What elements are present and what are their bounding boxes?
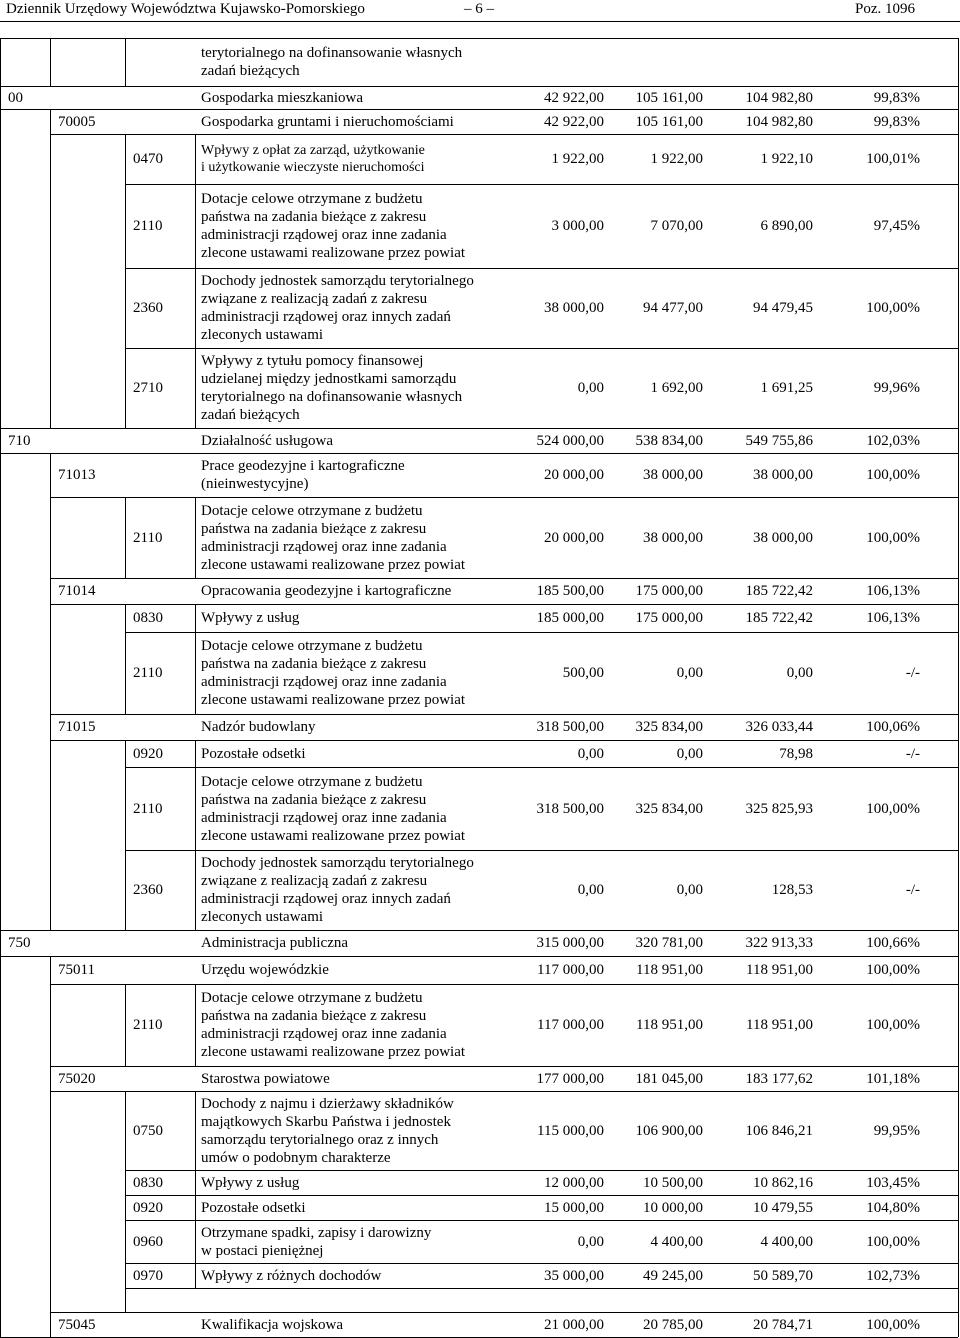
row-description: zlecone ustawami realizowane przez powiat bbox=[201, 692, 466, 708]
col-divider-a bbox=[50, 578, 51, 604]
row-description: administracji rządowej oraz innych zadań bbox=[201, 891, 451, 907]
amended-amount: 0,00 bbox=[676, 882, 703, 898]
executed-amount: 1 691,25 bbox=[760, 380, 813, 396]
row-description: administracji rządowej oraz inne zadania bbox=[201, 227, 447, 243]
row-description: Dotacje celowe otrzymane z budżetu bbox=[201, 191, 423, 207]
row-code: 70005 bbox=[58, 113, 96, 130]
plan-amount: 3 000,00 bbox=[551, 218, 604, 234]
col-divider-c bbox=[195, 984, 196, 1066]
col-divider-c bbox=[195, 1263, 196, 1288]
row-separator bbox=[0, 86, 958, 87]
row-separator bbox=[50, 578, 958, 579]
amended-amount: 538 834,00 bbox=[635, 432, 703, 449]
row-separator bbox=[50, 604, 958, 605]
plan-amount: 117 000,00 bbox=[537, 1017, 604, 1033]
page-number: – 6 – bbox=[464, 1, 494, 17]
col-divider-b bbox=[125, 984, 126, 1066]
plan-amount: 185 500,00 bbox=[536, 583, 604, 599]
table-left-border bbox=[0, 38, 1, 1337]
row-description: państwa na zadania bieżące z zakresu bbox=[201, 791, 427, 808]
plan-amount: 185 000,00 bbox=[536, 610, 604, 626]
row-separator bbox=[125, 1195, 958, 1196]
executed-amount: 322 913,33 bbox=[745, 935, 813, 951]
executed-amount: 183 177,62 bbox=[745, 1070, 813, 1087]
execution-percent: 104,80% bbox=[866, 1199, 920, 1216]
row-description: Wpływy z różnych dochodów bbox=[201, 1267, 382, 1284]
col-divider-c bbox=[195, 184, 196, 268]
row-code: 2110 bbox=[133, 800, 163, 817]
col-divider-a bbox=[50, 767, 51, 850]
row-separator bbox=[50, 134, 958, 135]
plan-amount: 500,00 bbox=[562, 665, 604, 681]
row-separator bbox=[50, 1066, 958, 1067]
col-divider-a bbox=[50, 1170, 51, 1195]
row-description: Dotacje celowe otrzymane z budżetu bbox=[201, 638, 423, 654]
row-description: majątkowych Skarbu Państwa i jednostek bbox=[201, 1113, 451, 1130]
plan-amount: 117 000,00 bbox=[537, 962, 604, 978]
col-divider-b bbox=[125, 348, 126, 428]
col-divider-a bbox=[50, 984, 51, 1066]
row-description: Otrzymane spadki, zapisy i darowizny bbox=[201, 1224, 432, 1241]
row-description: zleconych ustawami bbox=[201, 327, 324, 343]
row-description: zlecone ustawami realizowane przez powiat bbox=[201, 1044, 466, 1060]
execution-percent: 100,66% bbox=[866, 935, 920, 951]
col-divider-b bbox=[125, 604, 126, 632]
amended-amount: 10 000,00 bbox=[643, 1199, 703, 1216]
col-divider-b bbox=[125, 740, 126, 767]
executed-amount: 185 722,42 bbox=[745, 610, 813, 626]
executed-amount: 104 982,80 bbox=[745, 113, 813, 130]
row-description: Dotacje celowe otrzymane z budżetu bbox=[201, 990, 423, 1006]
col-divider-a bbox=[50, 632, 51, 714]
row-code: 75045 bbox=[58, 1316, 96, 1333]
col-divider-c bbox=[195, 767, 196, 850]
col-divider-c bbox=[195, 850, 196, 930]
row-code: 2710 bbox=[133, 380, 163, 396]
row-description: państwa na zadania bieżące z zakresu bbox=[201, 1008, 427, 1024]
col-divider-c bbox=[195, 740, 196, 767]
execution-percent: -/- bbox=[905, 745, 920, 762]
col-divider-b bbox=[125, 38, 126, 86]
col-divider-a bbox=[50, 850, 51, 930]
row-description: Wpływy z opłat za zarząd, użytkowanie bbox=[201, 143, 425, 158]
executed-amount: 326 033,44 bbox=[745, 719, 813, 735]
execution-percent: 100,00% bbox=[866, 1233, 920, 1250]
execution-percent: 100,01% bbox=[866, 151, 920, 167]
plan-amount: 15 000,00 bbox=[544, 1199, 604, 1216]
execution-percent: 99,83% bbox=[873, 89, 920, 106]
row-description: terytorialnego na dofinansowanie własnych bbox=[201, 45, 463, 61]
row-description: państwa na zadania bieżące z zakresu bbox=[201, 656, 427, 672]
row-description: Wpływy z usług bbox=[201, 1174, 300, 1191]
execution-percent: 99,96% bbox=[873, 380, 920, 396]
execution-percent: 106,13% bbox=[866, 610, 920, 626]
plan-amount: 20 000,00 bbox=[544, 467, 604, 483]
col-divider-b bbox=[125, 1220, 126, 1263]
row-description: udzielanej między jednostkami samorządu bbox=[201, 371, 457, 387]
plan-amount: 115 000,00 bbox=[537, 1122, 604, 1139]
execution-percent: 106,13% bbox=[866, 583, 920, 599]
row-code: 0750 bbox=[133, 1122, 163, 1139]
amended-amount: 181 045,00 bbox=[635, 1070, 703, 1087]
col-divider-b bbox=[125, 632, 126, 714]
plan-amount: 315 000,00 bbox=[536, 935, 604, 951]
amended-amount: 106 900,00 bbox=[635, 1122, 703, 1139]
plan-amount: 12 000,00 bbox=[544, 1174, 604, 1191]
col-divider-a bbox=[50, 134, 51, 184]
amended-amount: 20 785,00 bbox=[643, 1316, 703, 1333]
row-separator bbox=[50, 1312, 958, 1313]
executed-amount: 20 784,71 bbox=[753, 1316, 813, 1333]
row-description: zleconych ustawami bbox=[201, 909, 324, 925]
row-description: państwa na zadania bieżące z zakresu bbox=[201, 520, 427, 537]
row-description: Działalność usługowa bbox=[201, 432, 334, 449]
executed-amount: 6 890,00 bbox=[760, 218, 813, 234]
execution-percent: 99,83% bbox=[873, 113, 920, 130]
amended-amount: 1 922,00 bbox=[650, 151, 703, 167]
row-separator bbox=[0, 428, 958, 429]
col-divider-b bbox=[125, 767, 126, 850]
plan-amount: 1 922,00 bbox=[551, 151, 604, 167]
row-description: Wpływy z usług bbox=[201, 610, 300, 626]
row-separator bbox=[125, 632, 958, 633]
amended-amount: 7 070,00 bbox=[650, 218, 703, 234]
row-separator bbox=[0, 453, 958, 454]
row-description: (nieinwestycyjne) bbox=[201, 476, 309, 492]
row-description: Opracowania geodezyjne i kartograficzne bbox=[201, 583, 452, 599]
amended-amount: 325 834,00 bbox=[635, 719, 703, 735]
row-code: 2360 bbox=[133, 882, 163, 898]
col-divider-a bbox=[50, 38, 51, 86]
row-separator bbox=[50, 714, 958, 715]
position-number: Poz. 1096 bbox=[855, 1, 915, 17]
executed-amount: 78,98 bbox=[779, 745, 813, 762]
row-code: 71014 bbox=[58, 583, 96, 599]
col-divider-a bbox=[50, 1220, 51, 1263]
amended-amount: 94 477,00 bbox=[643, 300, 703, 316]
executed-amount: 10 479,55 bbox=[753, 1199, 813, 1216]
executed-amount: 104 982,80 bbox=[745, 89, 813, 106]
col-divider-b bbox=[125, 1263, 126, 1288]
amended-amount: 38 000,00 bbox=[643, 467, 703, 483]
row-separator bbox=[125, 1170, 958, 1171]
col-divider-c bbox=[195, 1195, 196, 1220]
execution-percent: -/- bbox=[905, 665, 920, 681]
executed-amount: 118 951,00 bbox=[746, 962, 813, 978]
col-divider-a bbox=[50, 1288, 51, 1312]
row-code: 0830 bbox=[133, 610, 163, 626]
col-divider-a bbox=[50, 453, 51, 497]
row-description: zadań bieżących bbox=[201, 407, 300, 423]
row-description: Prace geodezyjne i kartograficzne bbox=[201, 458, 405, 474]
row-code: 0960 bbox=[133, 1233, 163, 1250]
row-separator bbox=[50, 984, 958, 985]
col-divider-c bbox=[195, 1170, 196, 1195]
plan-amount: 0,00 bbox=[577, 1233, 604, 1250]
execution-percent: 100,00% bbox=[866, 467, 920, 483]
row-description: terytorialnego na dofinansowanie własnych bbox=[201, 389, 463, 405]
col-divider-a bbox=[50, 1263, 51, 1288]
execution-percent: 101,18% bbox=[866, 1070, 920, 1087]
row-description: Wpływy z tytułu pomocy finansowej bbox=[201, 353, 424, 369]
row-description: Administracja publiczna bbox=[201, 935, 349, 951]
row-description: administracji rządowej oraz innych zadań bbox=[201, 309, 451, 325]
amended-amount: 4 400,00 bbox=[650, 1233, 703, 1250]
row-code: 0920 bbox=[133, 1199, 163, 1216]
plan-amount: 318 500,00 bbox=[536, 800, 604, 817]
executed-amount: 1 922,10 bbox=[760, 151, 813, 167]
row-code: 2360 bbox=[133, 300, 163, 316]
col-divider-b bbox=[125, 184, 126, 268]
executed-amount: 0,00 bbox=[786, 665, 813, 681]
execution-percent: 103,45% bbox=[866, 1174, 920, 1191]
col-divider-a bbox=[50, 1195, 51, 1220]
plan-amount: 0,00 bbox=[577, 380, 604, 396]
amended-amount: 10 500,00 bbox=[643, 1174, 703, 1191]
col-divider-c bbox=[195, 497, 196, 578]
row-description: zlecone ustawami realizowane przez powiat bbox=[201, 245, 466, 261]
col-divider-a bbox=[50, 497, 51, 578]
col-divider-a bbox=[50, 1066, 51, 1091]
plan-amount: 20 000,00 bbox=[544, 529, 604, 546]
executed-amount: 10 862,16 bbox=[753, 1174, 813, 1191]
execution-percent: 100,00% bbox=[866, 1316, 920, 1333]
amended-amount: 49 245,00 bbox=[643, 1267, 703, 1284]
amended-amount: 175 000,00 bbox=[635, 583, 703, 599]
col-divider-a bbox=[50, 714, 51, 740]
amended-amount: 325 834,00 bbox=[635, 800, 703, 817]
amended-amount: 105 161,00 bbox=[635, 113, 703, 130]
row-separator bbox=[125, 850, 958, 851]
plan-amount: 524 000,00 bbox=[536, 432, 604, 449]
amended-amount: 0,00 bbox=[676, 665, 703, 681]
row-description: Starostwa powiatowe bbox=[201, 1070, 330, 1087]
row-separator bbox=[125, 268, 958, 269]
amended-amount: 38 000,00 bbox=[643, 529, 703, 546]
execution-percent: 102,73% bbox=[866, 1267, 920, 1284]
row-code: 0830 bbox=[133, 1174, 163, 1191]
executed-amount: 38 000,00 bbox=[753, 529, 813, 546]
col-divider-c bbox=[195, 632, 196, 714]
row-code: 71013 bbox=[58, 467, 96, 483]
row-code: 2110 bbox=[133, 529, 163, 546]
row-description: Kwalifikacja wojskowa bbox=[201, 1316, 344, 1333]
amended-amount: 320 781,00 bbox=[635, 935, 703, 951]
row-description: samorządu terytorialnego oraz z innych bbox=[201, 1131, 439, 1148]
row-separator bbox=[0, 956, 958, 957]
col-divider-b bbox=[125, 850, 126, 930]
amended-amount: 0,00 bbox=[676, 745, 703, 762]
row-code: 71015 bbox=[58, 719, 96, 735]
execution-percent: 100,00% bbox=[866, 962, 920, 978]
row-description: administracji rządowej oraz inne zadania bbox=[201, 538, 447, 555]
executed-amount: 325 825,93 bbox=[745, 800, 813, 817]
plan-amount: 35 000,00 bbox=[544, 1267, 604, 1284]
executed-amount: 118 951,00 bbox=[746, 1017, 813, 1033]
col-divider-b bbox=[125, 1195, 126, 1220]
row-code: 750 bbox=[8, 935, 31, 951]
col-divider-c bbox=[195, 268, 196, 348]
plan-amount: 42 922,00 bbox=[544, 89, 604, 106]
plan-amount: 21 000,00 bbox=[544, 1316, 604, 1333]
col-divider-b bbox=[125, 268, 126, 348]
row-code: 2110 bbox=[133, 665, 163, 681]
journal-title: Dziennik Urzędowy Województwa Kujawsko-Pomorskiego bbox=[6, 1, 365, 17]
row-description: Gospodarka mieszkaniowa bbox=[201, 89, 364, 106]
row-code: 75020 bbox=[58, 1070, 96, 1087]
row-description: zlecone ustawami realizowane przez powiat bbox=[201, 827, 466, 844]
row-code: 75011 bbox=[58, 962, 95, 978]
col-divider-b bbox=[125, 1091, 126, 1170]
row-description: Pozostałe odsetki bbox=[201, 745, 306, 762]
row-description: związane z realizacją zadań z zakresu bbox=[201, 291, 428, 307]
plan-amount: 42 922,00 bbox=[544, 113, 604, 130]
row-description: Dochody jednostek samorządu terytorialnego bbox=[201, 273, 474, 289]
amended-amount: 118 951,00 bbox=[636, 962, 703, 978]
row-code: 0470 bbox=[133, 151, 163, 167]
col-divider-a bbox=[50, 956, 51, 984]
plan-amount: 318 500,00 bbox=[536, 719, 604, 735]
col-divider-c bbox=[195, 1091, 196, 1170]
row-separator bbox=[50, 740, 958, 741]
execution-percent: 102,03% bbox=[866, 432, 920, 449]
col-divider-a bbox=[50, 740, 51, 767]
table-top-border bbox=[0, 38, 958, 39]
row-description: administracji rządowej oraz inne zadania bbox=[201, 674, 447, 690]
col-divider-c bbox=[195, 604, 196, 632]
plan-amount: 0,00 bbox=[577, 745, 604, 762]
row-description: Urzędu wojewódzkie bbox=[201, 962, 329, 978]
amended-amount: 105 161,00 bbox=[635, 89, 703, 106]
executed-amount: 4 400,00 bbox=[760, 1233, 813, 1250]
row-code: 710 bbox=[8, 432, 31, 449]
execution-percent: 100,00% bbox=[866, 529, 920, 546]
col-divider-a bbox=[50, 604, 51, 632]
row-description: Dochody z najmu i dzierżawy składników bbox=[201, 1095, 454, 1112]
executed-amount: 549 755,86 bbox=[745, 432, 813, 449]
col-divider-b bbox=[125, 134, 126, 184]
execution-percent: 100,06% bbox=[866, 719, 920, 735]
col-divider-b bbox=[125, 1288, 126, 1312]
col-divider-c bbox=[195, 1220, 196, 1263]
row-description: Gospodarka gruntami i nieruchomościami bbox=[201, 113, 454, 130]
row-description: Dotacje celowe otrzymane z budżetu bbox=[201, 773, 423, 790]
row-code: 2110 bbox=[133, 1017, 163, 1033]
row-description: Dotacje celowe otrzymane z budżetu bbox=[201, 502, 423, 519]
table-right-border bbox=[958, 38, 959, 1337]
row-description: umów o podobnym charakterze bbox=[201, 1149, 391, 1166]
plan-amount: 38 000,00 bbox=[544, 300, 604, 316]
execution-percent: 100,00% bbox=[866, 800, 920, 817]
row-separator bbox=[125, 1288, 958, 1289]
col-divider-b bbox=[125, 497, 126, 578]
amended-amount: 118 951,00 bbox=[636, 1017, 703, 1033]
row-separator bbox=[0, 930, 958, 931]
execution-percent: 100,00% bbox=[866, 1017, 920, 1033]
col-divider-b bbox=[125, 1170, 126, 1195]
row-description: w postaci pieniężnej bbox=[201, 1242, 324, 1259]
col-divider-a bbox=[50, 1312, 51, 1337]
col-divider-a bbox=[50, 268, 51, 348]
col-divider-c bbox=[195, 134, 196, 184]
row-separator bbox=[125, 767, 958, 768]
execution-percent: 99,95% bbox=[873, 1122, 920, 1139]
col-divider-a bbox=[50, 1091, 51, 1170]
row-separator bbox=[0, 109, 958, 110]
execution-percent: -/- bbox=[905, 882, 920, 898]
row-description: zlecone ustawami realizowane przez powiat bbox=[201, 556, 466, 573]
row-code: 0920 bbox=[133, 745, 163, 762]
row-separator bbox=[50, 497, 958, 498]
row-separator bbox=[125, 1220, 958, 1221]
row-description: Dochody jednostek samorządu terytorialnego bbox=[201, 855, 474, 871]
row-description: administracji rządowej oraz inne zadania bbox=[201, 1026, 447, 1042]
row-description: administracji rządowej oraz inne zadania bbox=[201, 809, 447, 826]
col-divider-a bbox=[50, 184, 51, 268]
execution-percent: 100,00% bbox=[866, 300, 920, 316]
executed-amount: 128,53 bbox=[771, 882, 813, 898]
amended-amount: 175 000,00 bbox=[635, 610, 703, 626]
row-description: zadań bieżących bbox=[201, 63, 300, 79]
executed-amount: 38 000,00 bbox=[753, 467, 813, 483]
row-code: 0970 bbox=[133, 1267, 163, 1284]
row-separator bbox=[125, 1263, 958, 1264]
col-divider-a bbox=[50, 109, 51, 134]
row-description: państwa na zadania bieżące z zakresu bbox=[201, 209, 427, 225]
row-description: związane z realizacją zadań z zakresu bbox=[201, 873, 428, 889]
row-description: Nadzór budowlany bbox=[201, 719, 316, 735]
col-divider-c bbox=[195, 348, 196, 428]
row-separator bbox=[125, 348, 958, 349]
row-separator bbox=[50, 1091, 958, 1092]
plan-amount: 0,00 bbox=[577, 882, 604, 898]
executed-amount: 185 722,42 bbox=[745, 583, 813, 599]
executed-amount: 106 846,21 bbox=[745, 1122, 813, 1139]
row-description: i użytkowanie wieczyste nieruchomości bbox=[201, 160, 425, 175]
row-description: Pozostałe odsetki bbox=[201, 1199, 306, 1216]
row-separator bbox=[125, 184, 958, 185]
row-code: 2110 bbox=[133, 218, 163, 234]
executed-amount: 94 479,45 bbox=[753, 300, 813, 316]
col-divider-a bbox=[50, 348, 51, 428]
execution-percent: 97,45% bbox=[873, 218, 920, 234]
row-code: 00 bbox=[8, 89, 23, 106]
executed-amount: 50 589,70 bbox=[753, 1267, 813, 1284]
amended-amount: 1 692,00 bbox=[650, 380, 703, 396]
plan-amount: 177 000,00 bbox=[536, 1070, 604, 1087]
